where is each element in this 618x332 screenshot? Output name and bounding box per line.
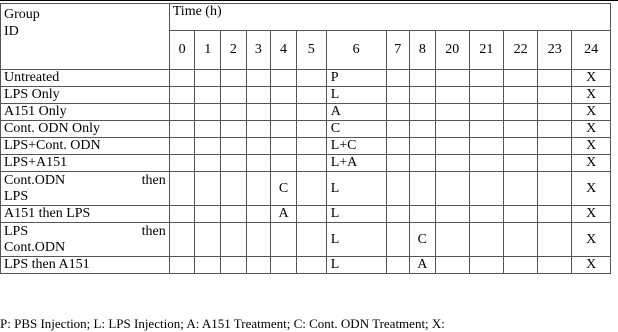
treatment-cell bbox=[271, 257, 297, 274]
treatment-cell: L bbox=[326, 172, 386, 206]
treatment-cell bbox=[410, 138, 436, 155]
treatment-cell bbox=[503, 138, 537, 155]
treatment-cell: L+C bbox=[326, 138, 386, 155]
treatment-cell bbox=[538, 104, 572, 121]
treatment-cell bbox=[271, 138, 297, 155]
treatment-cell bbox=[503, 104, 537, 121]
treatment-cell bbox=[271, 104, 297, 121]
treatment-cell: X bbox=[572, 87, 611, 104]
treatment-cell: X bbox=[572, 104, 611, 121]
treatment-cell bbox=[221, 70, 247, 87]
treatment-cell bbox=[469, 121, 503, 138]
treatment-cell bbox=[246, 104, 271, 121]
treatment-cell bbox=[195, 257, 221, 274]
treatment-cell bbox=[386, 104, 409, 121]
treatment-cell bbox=[469, 206, 503, 223]
treatment-cell bbox=[296, 155, 326, 172]
hour-header-cell: 8 bbox=[410, 31, 436, 70]
hour-header-cell: 4 bbox=[271, 31, 297, 70]
treatment-cell bbox=[296, 223, 326, 257]
treatment-cell: A bbox=[410, 257, 436, 274]
table-row bbox=[1, 172, 611, 206]
group-name-cell: LPS+Cont. ODN bbox=[1, 138, 170, 155]
treatment-cell: X bbox=[572, 172, 611, 206]
treatment-cell bbox=[195, 121, 221, 138]
group-name-part: Cont.ODN bbox=[4, 239, 66, 255]
treatment-cell bbox=[246, 138, 271, 155]
treatment-cell bbox=[296, 206, 326, 223]
treatment-cell bbox=[169, 206, 195, 223]
treatment-cell bbox=[435, 223, 469, 257]
treatment-cell: C bbox=[410, 223, 436, 257]
treatment-cell bbox=[503, 172, 537, 206]
hour-header-cell: 20 bbox=[435, 31, 469, 70]
treatment-cell bbox=[538, 121, 572, 138]
treatment-cell: L bbox=[326, 87, 386, 104]
treatment-cell bbox=[386, 155, 409, 172]
group-name-cell: LPS then A151 bbox=[1, 257, 170, 274]
treatment-cell bbox=[503, 155, 537, 172]
treatment-cell bbox=[221, 172, 247, 206]
table-row bbox=[1, 223, 611, 257]
treatment-cell: X bbox=[572, 138, 611, 155]
treatment-cell bbox=[195, 223, 221, 257]
treatment-cell bbox=[221, 257, 247, 274]
treatment-cell: L+A bbox=[326, 155, 386, 172]
group-header-line1: Group bbox=[4, 7, 40, 22]
treatment-cell bbox=[503, 70, 537, 87]
table-footnote: P: PBS Injection; L: LPS Injection; A: A151 Treatment; C: Cont. ODN Treatment; X: bbox=[0, 316, 445, 331]
treatment-cell bbox=[469, 172, 503, 206]
treatment-cell bbox=[386, 206, 409, 223]
treatment-cell bbox=[246, 121, 271, 138]
treatment-cell bbox=[296, 138, 326, 155]
treatment-cell bbox=[538, 223, 572, 257]
group-name-cell: A151 then LPS bbox=[1, 206, 170, 223]
treatment-cell bbox=[538, 138, 572, 155]
table-row bbox=[1, 70, 611, 87]
group-name-cell: A151 Only bbox=[1, 104, 170, 121]
treatment-cell bbox=[435, 104, 469, 121]
treatment-cell bbox=[246, 206, 271, 223]
treatment-cell bbox=[503, 257, 537, 274]
treatment-cell bbox=[435, 87, 469, 104]
treatment-cell bbox=[169, 87, 195, 104]
treatment-cell: X bbox=[572, 121, 611, 138]
treatment-cell: X bbox=[572, 257, 611, 274]
treatment-cell bbox=[435, 70, 469, 87]
group-name-cell: Cont. ODN Only bbox=[1, 121, 170, 138]
treatment-cell: L bbox=[326, 206, 386, 223]
treatment-cell bbox=[271, 87, 297, 104]
treatment-cell bbox=[246, 70, 271, 87]
treatment-cell bbox=[195, 104, 221, 121]
group-header-line2: ID bbox=[4, 24, 19, 39]
group-name-cell bbox=[1, 223, 170, 257]
treatment-cell bbox=[271, 155, 297, 172]
table-row bbox=[1, 206, 611, 223]
treatment-cell bbox=[221, 223, 247, 257]
treatment-cell bbox=[538, 155, 572, 172]
treatment-cell: X bbox=[572, 206, 611, 223]
treatment-cell bbox=[296, 257, 326, 274]
treatment-cell: C bbox=[326, 121, 386, 138]
table-row bbox=[1, 121, 611, 138]
treatment-cell bbox=[296, 104, 326, 121]
group-name-cell bbox=[1, 172, 170, 206]
treatment-cell bbox=[538, 87, 572, 104]
treatment-cell bbox=[435, 172, 469, 206]
table-row bbox=[1, 87, 611, 104]
treatment-cell bbox=[246, 87, 271, 104]
treatment-cell bbox=[271, 121, 297, 138]
treatment-cell bbox=[221, 121, 247, 138]
treatment-cell bbox=[386, 172, 409, 206]
hour-header-cell: 1 bbox=[195, 31, 221, 70]
table-row bbox=[1, 104, 611, 121]
treatment-cell bbox=[221, 87, 247, 104]
table-row bbox=[1, 257, 611, 274]
treatment-cell bbox=[221, 138, 247, 155]
treatment-cell bbox=[503, 206, 537, 223]
treatment-cell: A bbox=[326, 104, 386, 121]
treatment-cell bbox=[246, 257, 271, 274]
treatment-cell bbox=[469, 70, 503, 87]
hour-header-cell: 2 bbox=[221, 31, 247, 70]
group-name-part: then bbox=[141, 223, 166, 239]
treatment-cell bbox=[221, 206, 247, 223]
treatment-cell bbox=[386, 223, 409, 257]
treatment-cell bbox=[503, 223, 537, 257]
group-name-part: then bbox=[141, 172, 166, 188]
treatment-cell bbox=[435, 121, 469, 138]
hour-header-cell: 21 bbox=[469, 31, 503, 70]
treatment-cell bbox=[271, 70, 297, 87]
treatment-cell bbox=[538, 172, 572, 206]
treatment-cell bbox=[386, 138, 409, 155]
group-name-part: LPS bbox=[4, 188, 29, 204]
treatment-cell bbox=[386, 70, 409, 87]
treatment-cell bbox=[386, 121, 409, 138]
treatment-cell: P bbox=[326, 70, 386, 87]
treatment-cell bbox=[469, 104, 503, 121]
treatment-cell bbox=[469, 223, 503, 257]
treatment-cell bbox=[195, 206, 221, 223]
treatment-cell bbox=[195, 138, 221, 155]
treatment-cell bbox=[538, 257, 572, 274]
treatment-cell bbox=[410, 121, 436, 138]
group-name-part: LPS bbox=[4, 223, 29, 239]
treatment-cell: A bbox=[271, 206, 297, 223]
hour-header-cell: 7 bbox=[386, 31, 409, 70]
treatment-cell: L bbox=[326, 257, 386, 274]
treatment-cell bbox=[169, 172, 195, 206]
hour-header-cell: 23 bbox=[538, 31, 572, 70]
treatment-cell bbox=[195, 87, 221, 104]
treatment-cell: L bbox=[326, 223, 386, 257]
treatment-cell bbox=[503, 121, 537, 138]
treatment-cell bbox=[246, 155, 271, 172]
treatment-cell bbox=[410, 104, 436, 121]
treatment-cell bbox=[435, 206, 469, 223]
group-name-cell: LPS+A151 bbox=[1, 155, 170, 172]
group-name-cell: Untreated bbox=[1, 70, 170, 87]
treatment-cell bbox=[195, 70, 221, 87]
treatment-cell bbox=[469, 87, 503, 104]
treatment-cell bbox=[246, 172, 271, 206]
treatment-cell bbox=[169, 257, 195, 274]
treatment-cell bbox=[435, 257, 469, 274]
treatment-cell bbox=[435, 155, 469, 172]
hour-header-cell: 22 bbox=[503, 31, 537, 70]
treatment-cell bbox=[469, 155, 503, 172]
treatment-cell bbox=[169, 121, 195, 138]
hour-header-cell: 24 bbox=[572, 31, 611, 70]
table-row bbox=[1, 155, 611, 172]
hour-header-cell: 5 bbox=[296, 31, 326, 70]
treatment-cell bbox=[169, 223, 195, 257]
treatment-cell bbox=[410, 206, 436, 223]
treatment-cell bbox=[246, 223, 271, 257]
time-header: Time (h) bbox=[169, 4, 610, 31]
treatment-cell bbox=[410, 172, 436, 206]
group-name-part: Cont.ODN bbox=[4, 172, 66, 188]
hour-header-cell: 3 bbox=[246, 31, 271, 70]
hour-header-cell: 6 bbox=[326, 31, 386, 70]
treatment-cell bbox=[296, 70, 326, 87]
treatment-cell bbox=[195, 155, 221, 172]
hour-header-cell: 0 bbox=[169, 31, 195, 70]
treatment-cell: C bbox=[271, 172, 297, 206]
group-name-cell: LPS Only bbox=[1, 87, 170, 104]
treatment-cell bbox=[221, 104, 247, 121]
treatment-cell bbox=[410, 87, 436, 104]
treatment-cell bbox=[435, 138, 469, 155]
treatment-cell bbox=[503, 87, 537, 104]
treatment-cell: X bbox=[572, 223, 611, 257]
treatment-cell bbox=[410, 70, 436, 87]
table-row bbox=[1, 138, 611, 155]
treatment-cell bbox=[386, 257, 409, 274]
treatment-cell bbox=[296, 172, 326, 206]
treatment-cell bbox=[169, 104, 195, 121]
treatment-cell: X bbox=[572, 70, 611, 87]
treatment-cell bbox=[169, 155, 195, 172]
treatment-cell bbox=[538, 70, 572, 87]
treatment-cell bbox=[296, 121, 326, 138]
treatment-cell bbox=[195, 172, 221, 206]
treatment-schedule-table bbox=[0, 3, 611, 274]
treatment-cell bbox=[469, 138, 503, 155]
treatment-cell bbox=[538, 206, 572, 223]
treatment-cell bbox=[296, 87, 326, 104]
treatment-cell bbox=[221, 155, 247, 172]
treatment-cell bbox=[386, 87, 409, 104]
treatment-cell bbox=[410, 155, 436, 172]
treatment-cell: X bbox=[572, 155, 611, 172]
treatment-cell bbox=[271, 223, 297, 257]
treatment-cell bbox=[169, 70, 195, 87]
treatment-cell bbox=[169, 138, 195, 155]
group-id-header bbox=[1, 4, 170, 70]
treatment-cell bbox=[469, 257, 503, 274]
